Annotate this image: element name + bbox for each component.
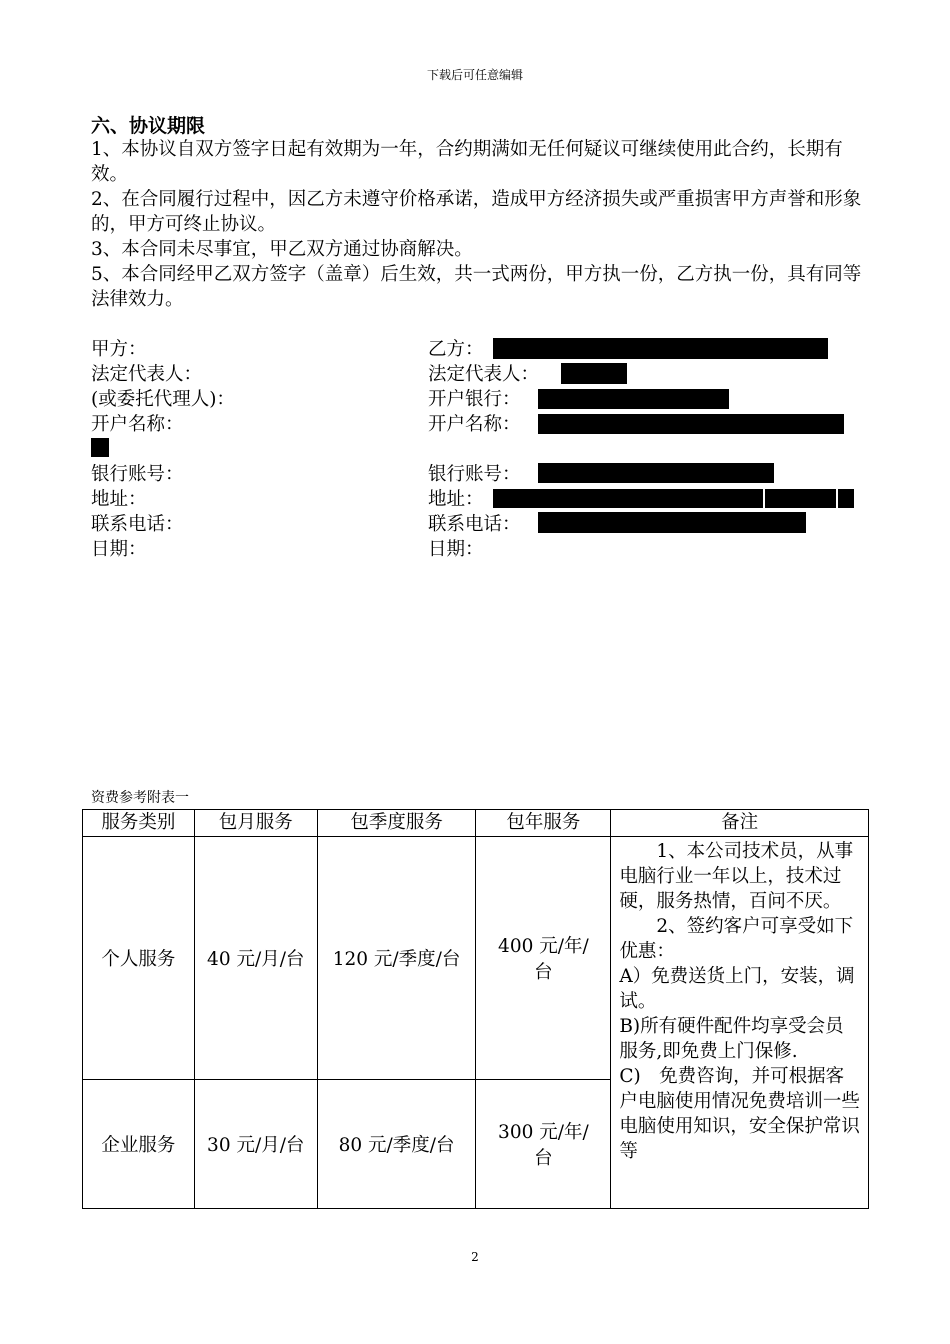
redaction-bar — [561, 363, 627, 384]
party-a-name-label: 甲方： — [91, 339, 147, 360]
party-a-agent-label: (或委托代理人)： — [91, 389, 235, 410]
header-yearly: 包年服务 — [476, 810, 611, 837]
party-b-account-name-label: 开户名称： — [428, 414, 521, 435]
redaction-bar — [765, 489, 836, 508]
redaction-bar — [538, 389, 729, 409]
table-row — [83, 837, 869, 1080]
header-monthly: 包月服务 — [194, 810, 317, 837]
row-personal-quarterly: 120 元/季度/台 — [317, 837, 476, 1080]
row-enterprise-quarterly: 80 元/季度/台 — [317, 1080, 476, 1209]
fee-table — [82, 809, 869, 1209]
party-a-account-name-label: 开户名称： — [91, 414, 184, 435]
party-a-address-label: 地址： — [91, 489, 147, 510]
row-personal-type: 个人服务 — [83, 837, 195, 1080]
note-2: 2、签约客户可享受如下优惠： — [619, 916, 854, 962]
row-enterprise-type: 企业服务 — [83, 1080, 195, 1209]
redaction-bar — [538, 414, 844, 434]
clause-5: 5、本合同经甲乙双方签字（盖章）后生效，共一式两份，甲方执一份，乙方执一份，具有同等法律效力。 — [91, 264, 862, 310]
party-a-phone-label: 联系电话： — [91, 514, 184, 535]
clause-3: 3、本合同未尽事宜，甲乙双方通过协商解决。 — [91, 239, 473, 260]
party-b-name-label: 乙方： — [428, 339, 484, 360]
note-a: A）免费送货上门，安装，调试。 — [619, 966, 855, 1012]
party-b-account-no-label: 银行账号： — [428, 464, 521, 485]
party-a-rep-label: 法定代表人： — [91, 364, 203, 385]
header-notes: 备注 — [611, 810, 869, 837]
clause-2: 2、在合同履行过程中，因乙方未遵守价格承诺，造成甲方经济损失或严重损害甲方声誉和形象的，甲方可终止协议。 — [91, 189, 862, 235]
notes-cell — [611, 837, 869, 1209]
header-note: 下载后可任意编辑 — [426, 68, 523, 82]
row-enterprise-monthly: 30 元/月/台 — [194, 1080, 317, 1209]
row-enterprise-yearly: 300 元/年/台 — [476, 1080, 611, 1209]
header-quarterly: 包季度服务 — [317, 810, 476, 837]
table-caption: 资费参考附表一 — [91, 790, 189, 806]
header-service-type: 服务类别 — [83, 810, 195, 837]
party-b-phone-label: 联系电话： — [428, 514, 521, 535]
redaction-bar — [493, 489, 763, 508]
redaction-bar — [91, 438, 109, 457]
clause-1: 1、本协议自双方签字日起有效期为一年，合约期满如无任何疑议可继续使用此合约，长期有效。 — [91, 139, 843, 185]
redaction-bar — [538, 463, 774, 483]
party-b-address-label: 地址： — [428, 489, 484, 510]
party-b-date-label: 日期： — [428, 539, 484, 560]
party-b-bank-label: 开户银行： — [428, 389, 521, 410]
party-a-account-no-label: 银行账号： — [91, 464, 184, 485]
note-b: B)所有硬件配件均享受会员服务,即免费上门保修. — [619, 1016, 844, 1062]
redaction-bar — [493, 338, 828, 359]
section-title: 六、协议期限 — [91, 115, 206, 137]
table-header-row — [83, 810, 869, 837]
row-personal-monthly: 40 元/月/台 — [194, 837, 317, 1080]
page-number: 2 — [471, 1250, 479, 1264]
party-a-date-label: 日期： — [91, 539, 147, 560]
row-personal-yearly: 400 元/年/台 — [476, 837, 611, 1080]
redaction-bar — [838, 489, 854, 508]
note-1: 1、本公司技术员，从事电脑行业一年以上，技术过硬，服务热情，百问不厌。 — [619, 841, 854, 912]
note-c: C) 免费咨询，并可根据客户电脑使用情况免费培训一些电脑使用知识，安全保护常识等 — [619, 1066, 860, 1162]
party-b-rep-label: 法定代表人： — [428, 364, 540, 385]
redaction-bar — [538, 512, 806, 533]
